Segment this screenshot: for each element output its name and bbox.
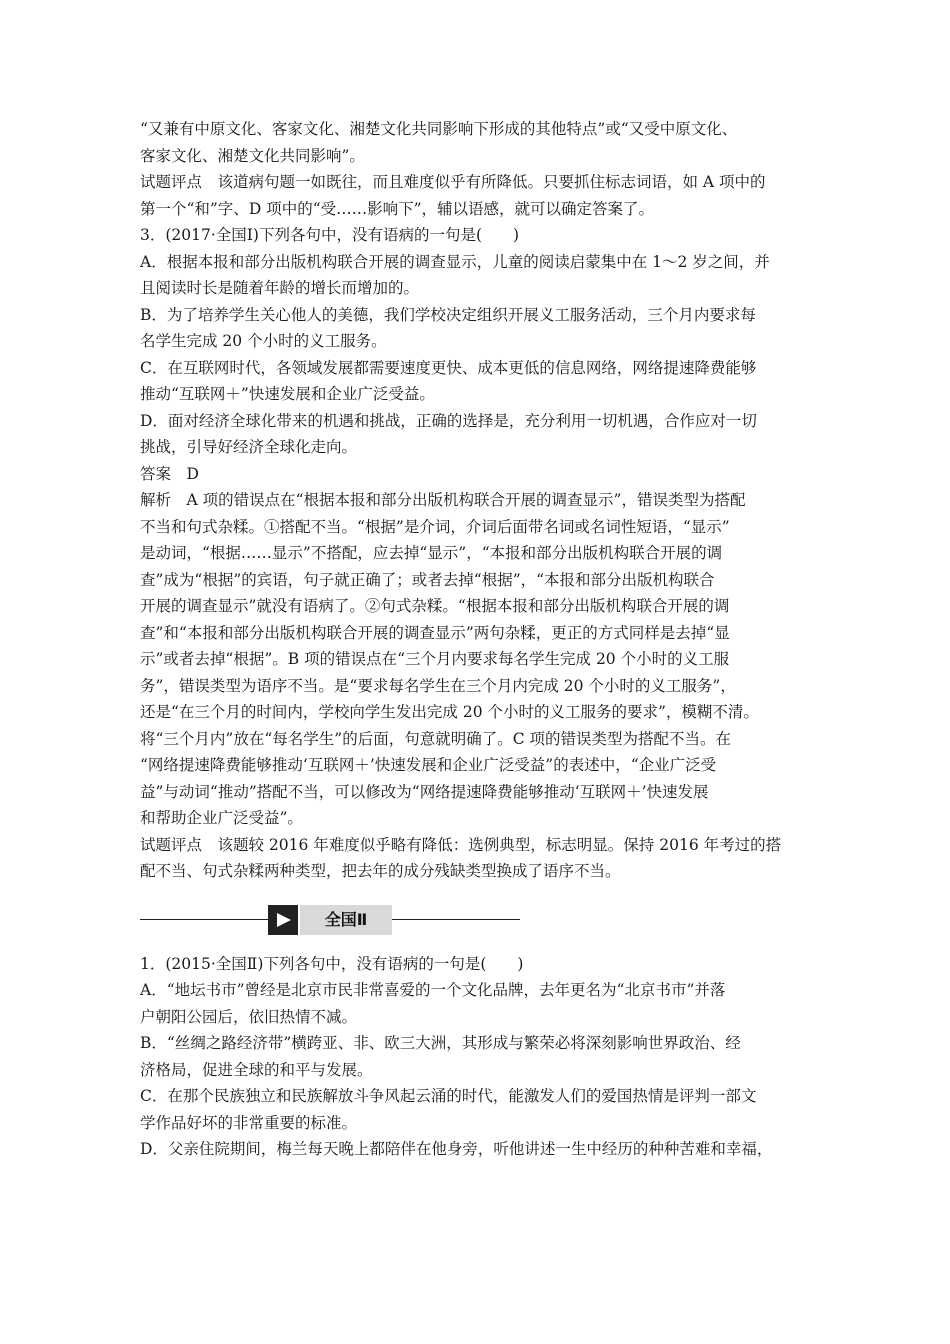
document-page xyxy=(140,116,815,1163)
text-line: “又兼有中原文化、客家文化、湘楚文化共同影响下形成的其他特点”或“又受中原文化、 xyxy=(140,120,738,138)
text-line: 开展的调查显示”就没有语病了。②句式杂糅。“根据本报和部分出版机构联合开展的调 xyxy=(140,597,730,615)
text-line: 还是“在三个月的时间内，学校向学生发出完成 20 个小时的义工服务的要求”，模糊不清。 xyxy=(140,703,759,721)
text-line: 推动“互联网＋”快速发展和企业广泛受益。 xyxy=(140,385,435,403)
section-header xyxy=(140,903,815,937)
text-line: “网络提速降费能够推动‘互联网＋’快速发展和企业广泛受益”的表述中，“企业广泛受 xyxy=(140,756,717,774)
text-line: 配不当、句式杂糅两种类型，把去年的成分残缺类型换成了语序不当。 xyxy=(140,862,621,880)
text-line: D．面对经济全球化带来的机遇和挑战，正确的选择是，充分利用一切机遇，合作应对一切 xyxy=(140,411,757,430)
text-line: 试题评点 该题较 2016 年难度似乎略有降低：选例典型，标志明显。保持 2016 年考过的搭 xyxy=(140,835,782,854)
text-line: 务”，错误类型为语序不当。是“要求每名学生在三个月内完成 20 个小时的义工服务”， xyxy=(140,676,736,695)
text-line: B．为了培养学生关心他人的美德，我们学校决定组织开展义工服务活动，三个月内要求每 xyxy=(140,305,756,324)
text-line: 答案 D xyxy=(140,464,199,483)
text-line: A．“地坛书市”曾经是北京市民非常喜爱的一个文化品牌，去年更名为“北京书市”并落 xyxy=(140,981,726,999)
question-block-national-2 xyxy=(140,951,815,1163)
text-line: 将“三个月内”放在“每名学生”的后面，句意就明确了。C 项的错误类型为搭配不当。在 xyxy=(140,729,731,748)
text-line: 学作品好坏的非常重要的标准。 xyxy=(140,1113,358,1132)
text-line: 且阅读时长是随着年龄的增长而增加的。 xyxy=(140,279,420,297)
text-line: C．在那个民族独立和民族解放斗争风起云涌的时代，能激发人们的爱国热情是评判一部文 xyxy=(140,1087,757,1105)
text-line: 1．(2015·全国Ⅱ)下列各句中，没有语病的一句是( ) xyxy=(140,954,524,973)
text-line: 和帮助企业广泛受益”。 xyxy=(140,809,303,827)
text-line: 益”与动词“推动”搭配不当，可以修改为“网络提速降费能够推动‘互联网＋’快速发展 xyxy=(140,782,709,801)
text-line: 3．(2017·全国Ⅰ)下列各句中，没有语病的一句是( ) xyxy=(140,226,520,244)
text-line: 示”或者去掉“根据”。B 项的错误点在“三个月内要求每名学生完成 20 个小时的义工服 xyxy=(140,650,730,668)
text-line: 第一个“和”字、D 项中的“受……影响下”，辅以语感，就可以确定答案了。 xyxy=(140,199,655,218)
text-line: 挑战，引导好经济全球化走向。 xyxy=(140,438,358,456)
text-line: 是动词，“根据……显示”不搭配，应去掉“显示”，“本报和部分出版机构联合开展的调 xyxy=(140,544,723,562)
text-line: D．父亲住院期间，梅兰每天晚上都陪伴在他身旁，听他讲述一生中经历的种种苦难和幸福， xyxy=(140,1140,773,1158)
text-line: 查”成为“根据”的宾语，句子就正确了；或者去掉“根据”，“本报和部分出版机构联合 xyxy=(140,570,715,589)
question-block-national-1 xyxy=(140,116,815,885)
text-line: 查”和“本报和部分出版机构联合开展的调查显示”两句杂糅，更正的方式同样是去掉“显 xyxy=(140,623,730,642)
text-line: 不当和句式杂糅。①搭配不当。“根据”是介词，介词后面带名词或名词性短语，“显示” xyxy=(140,517,730,536)
text-line: 试题评点 该道病句题一如既往，而且难度似乎有所降低。只要抓住标志词语，如 A 项中的 xyxy=(140,173,766,191)
section-rule-left xyxy=(140,919,268,921)
text-line: 济格局，促进全球的和平与发展。 xyxy=(140,1060,373,1079)
section-rule-right xyxy=(392,919,520,921)
text-line: B．“丝绸之路经济带”横跨亚、非、欧三大洲，其形成与繁荣必将深刻影响世界政治、经 xyxy=(140,1034,741,1052)
text-line: 户朝阳公园后，依旧热情不减。 xyxy=(140,1007,358,1026)
text-line: 解析 A 项的错误点在“根据本报和部分出版机构联合开展的调查显示”，错误类型为搭配 xyxy=(140,491,746,509)
text-line: 名学生完成 20 个小时的义工服务。 xyxy=(140,332,387,350)
text-line: 客家文化、湘楚文化共同影响”。 xyxy=(140,146,365,165)
section-title: 全国Ⅱ xyxy=(300,905,392,935)
play-arrow-icon xyxy=(268,905,298,935)
text-line: C．在互联网时代，各领域发展都需要速度更快、成本更低的信息网络，网络提速降费能够 xyxy=(140,358,757,377)
text-line: A．根据本报和部分出版机构联合开展的调查显示，儿童的阅读启蒙集中在 1～2 岁之间，并 xyxy=(140,252,770,271)
